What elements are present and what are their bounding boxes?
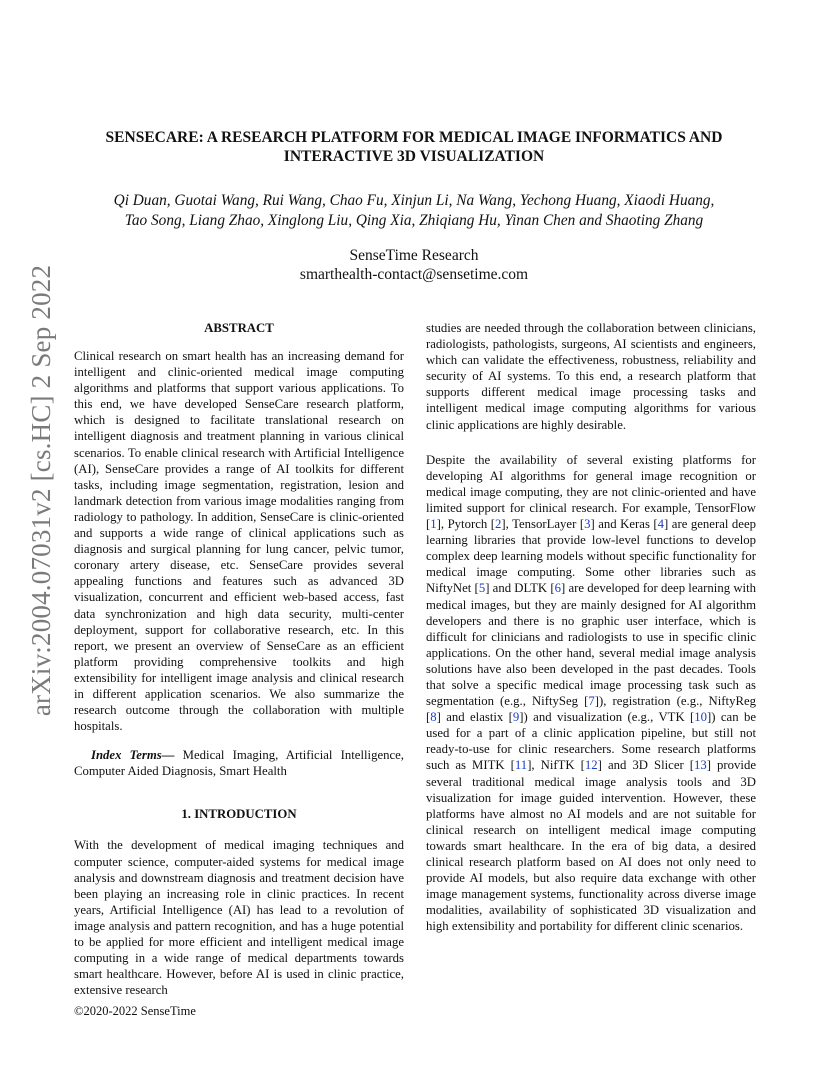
intro-paragraph-1-continued: studies are needed through the collaboration between clinicians, radiologists, pathologists, surgeons, AI scientists and engineers, which can validate the effectiveness, robustness, reliability and security of AI systems. To this end, a research platform that supports different medical image processing tasks and intelligent medical image computing algorithms for various clinic applications are highly desirable. <box>426 321 756 432</box>
text-span: ] and Keras [ <box>590 517 658 532</box>
author-list <box>74 191 754 231</box>
paper-title <box>74 128 754 166</box>
citation-link[interactable]: 1 <box>430 517 437 532</box>
text-span: ] are developed for deep learning with medical images, but they are mainly designed for AI algorithm developers and there is no graphic user interface, which is difficult for clinicians and radiologists to use in specific clinic applications. On the other hand, several medial image analysis solutions have also been developed in the past decades. Tools that solve a specific medical image processing task such as segmentation (e.g., NiftySeg [ <box>426 581 756 709</box>
title-line-2: INTERACTIVE 3D VISUALIZATION <box>283 148 545 165</box>
copyright-footer: ©2020-2022 SenseTime <box>74 1004 196 1018</box>
citation-link[interactable]: 8 <box>430 710 437 725</box>
arxiv-sidebar <box>22 264 62 716</box>
contact-email: smarthealth-contact@sensetime.com <box>299 266 529 283</box>
intro-paragraph-2 <box>426 452 756 935</box>
affiliation: SenseTime Research <box>349 247 479 264</box>
text-span: Despite the availability of several existing platforms for developing AI algorithms for general image recognition or medical image computing, they are not clinic-oriented and have limited support for clinical research. For example, TensorFlow [ <box>426 452 756 532</box>
introduction-heading: 1. INTRODUCTION <box>181 807 297 822</box>
citation-link[interactable]: 3 <box>584 517 591 532</box>
citation-link[interactable]: 7 <box>588 694 595 709</box>
text-span: ]) can be used for a part of a clinic application pipeline, but still not ready-to-use for clinic researchers. Some research platforms such as MITK [ <box>426 710 756 773</box>
abstract-heading: ABSTRACT <box>204 321 274 335</box>
text-span: ]) and visualization (e.g., VTK [ <box>519 710 695 725</box>
text-span: ] and DLTK [ <box>485 581 555 596</box>
text-span: ] and 3D Slicer [ <box>597 758 695 773</box>
right-column <box>426 320 756 934</box>
authors-line-2: Tao Song, Liang Zhao, Xinglong Liu, Qing Xia, Zhiqiang Hu, Yinan Chen and Shaoting Zhang <box>124 212 704 229</box>
text-span: ] and elastix [ <box>436 710 513 725</box>
citation-link[interactable]: 10 <box>694 710 708 725</box>
affiliation-block <box>74 246 754 284</box>
citation-link[interactable]: 6 <box>554 581 561 596</box>
text-span: ], Pytorch [ <box>436 517 495 532</box>
citation-link[interactable]: 13 <box>694 758 707 773</box>
index-terms-label: Index Terms— <box>91 748 175 763</box>
abstract-text: Clinical research on smart health has an increasing demand for intelligent and clinic-oriented medical image computing algorithms and platforms that support various applications. To this end, we have developed SenseCare research platform, which is designed to facilitate translational research on intelligent diagnosis and treatment planning in various clinical scenarios. To enable clinical research with Artificial Intelligence (AI), SenseCare provides a range of AI toolkits for different tasks, including image segmentation, registration, lesion and landmark detection from various image modalities ranging from radiology to pathology. In addition, SenseCare is clinic-oriented and supports a wide range of clinical applications such as diagnosis and surgical planning for lung cancer, pelvic tumor, coronary artery disease, etc. SenseCare provides several appealing functions and features such as advanced 3D visualization, concurrent and efficient web-based access, fast data synchronization and high data security, multi-center deployment, support for collaborative research, etc. In this report, we present an overview of SenseCare as an efficient platform providing comprehensive toolkits and high extensibility for intelligent image analysis and clinical research in different application scenarios. We also summarize the research outcome through the collaboration with multiple hospitals. <box>74 349 404 734</box>
index-terms-list: Medical Imaging, Artificial Intelligence, Computer Aided Diagnosis, Smart Health <box>74 748 404 779</box>
text-span: ], NifTK [ <box>527 758 585 773</box>
text-span: ] are general deep learning libraries that provide low-level functions to develop complex deep learning models without specific functionality for medical image computing. Some other libraries such as NiftyNet [ <box>426 517 756 596</box>
citation-link[interactable]: 11 <box>514 758 528 773</box>
text-span: ] provide several traditional medical image analysis tools and 3D visualization for image guided intervention. However, these platforms have almost no AI models and are not suitable for clinical research on intelligent medical image computing towards smart healthcare. In the era of big data, a desired clinical research platform based on AI does not only need to provide AI models, but also require data exchange with other image management systems, functionality across diverse image modalities, availability of sophisticated 3D visualization and high extensibility and portability for different clinic scenarios. <box>426 758 756 934</box>
authors-line-1: Qi Duan, Guotai Wang, Rui Wang, Chao Fu, Xinjun Li, Na Wang, Yechong Huang, Xiaodi Huang, <box>113 192 715 209</box>
text-span: ]), registration (e.g., NiftyReg [ <box>426 694 756 725</box>
citation-link[interactable]: 12 <box>584 758 598 773</box>
citation-link[interactable]: 9 <box>512 710 520 725</box>
text-span: ], TensorLayer [ <box>501 517 585 532</box>
title-line-1: SENSECARE: A RESEARCH PLATFORM FOR MEDICAL IMAGE INFORMATICS AND <box>105 129 723 146</box>
citation-link[interactable]: 2 <box>495 517 502 532</box>
citation-link[interactable]: 5 <box>478 581 486 596</box>
left-column <box>74 320 404 998</box>
citation-link[interactable]: 4 <box>657 517 665 532</box>
intro-paragraph-1: With the development of medical imaging techniques and computer science, computer-aided systems for medical image analysis and downstream diagnosis and treatment decision have been playing an increasing role in clinic practices. In recent years, Artificial Intelligence (AI) has lead to a revolution of image analysis and pattern recognition, and has a huge potential to be applied for more efficient and intelligent medical image computing in a wide range of medical departments towards smart healthcare. However, before AI is used in clinic practice, extensive research <box>74 838 404 998</box>
arxiv-identifier: arXiv:2004.07031v2 [cs.HC] 2 Sep 2022 <box>26 264 57 716</box>
index-terms <box>74 747 404 779</box>
